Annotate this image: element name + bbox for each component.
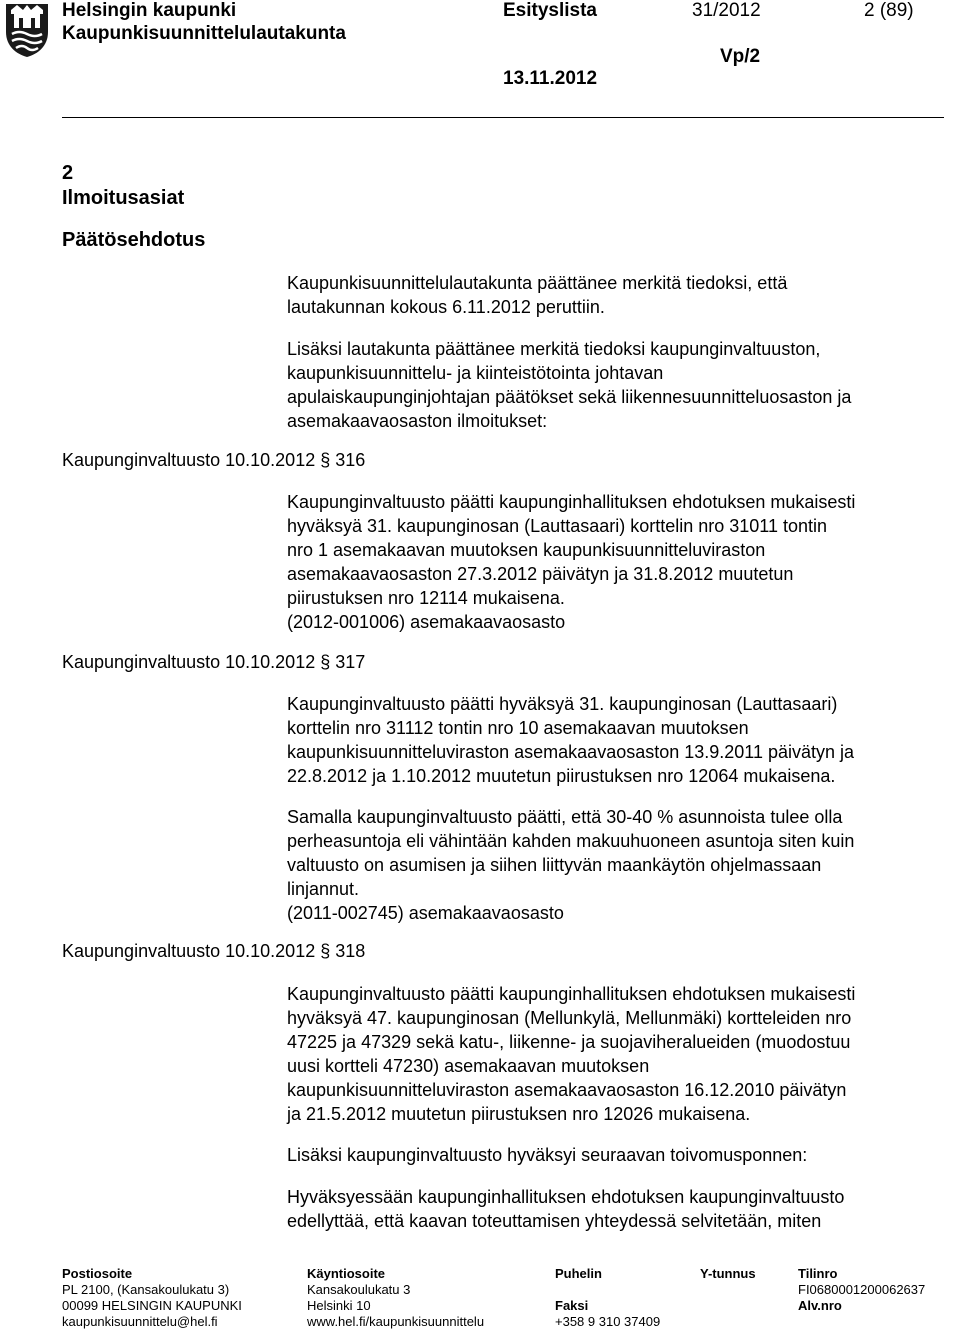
text-line: apulaiskaupunginjohtajan päätökset sekä liikennesuunnitteluosaston ja xyxy=(287,387,852,407)
text-line: hyväksyä 31. kaupunginosan (Lauttasaari) korttelin nro 31011 tontin xyxy=(287,516,828,536)
section-number: 2 xyxy=(62,162,74,184)
text-line: Lisäksi lautakunta päättänee merkitä tiedoksi kaupunginvaltuuston, xyxy=(287,339,821,359)
text-line: hyväksyä 47. kaupunginosan (Mellunkylä, Mellunmäki) kortteleiden nro xyxy=(287,1008,852,1028)
text-line: lautakunnan kokous 6.11.2012 peruttiin. xyxy=(287,297,605,317)
proposal-heading: Päätösehdotus xyxy=(62,229,206,251)
text-line: Kaupunginvaltuusto päätti hyväksyä 31. kaupunginosan (Lauttasaari) xyxy=(287,694,838,714)
footer-alv-label: Alv.nro xyxy=(798,1298,842,1313)
text-line: Kaupunginvaltuusto päätti kaupunginhallituksen ehdotuksen mukaisesti xyxy=(287,492,856,512)
text-line: edellyttää, että kaavan toteuttamisen yhteydessä selvitetään, miten xyxy=(287,1211,822,1231)
header-board: Kaupunkisuunnittelulautakunta xyxy=(62,23,346,44)
text-line: 47225 ja 47329 sekä katu-, liikenne- ja suojaviheralueiden (muodostuu xyxy=(287,1032,851,1052)
text-line: Hyväksyessään kaupunginhallituksen ehdotuksen kaupunginvaltuusto xyxy=(287,1187,845,1207)
text-line: kaupunkisuunnitteluviraston asemakaavaosaston 13.9.2011 päivätyn ja xyxy=(287,742,855,762)
paragraph-318-decision xyxy=(287,982,947,1126)
text-line: asemakaavaosaston ilmoitukset: xyxy=(287,411,548,431)
text-line: valtuusto on asumisen ja siihen liittyvän maankäytön ohjelmassaan xyxy=(287,855,822,875)
paragraph-317-housing xyxy=(287,805,947,925)
text-line: Samalla kaupunginvaltuusto päätti, että 30-40 % asunnoista tulee olla xyxy=(287,807,843,827)
header-doc-type: Esityslista xyxy=(503,0,597,21)
text-line: ja 21.5.2012 muutetun piirustuksen nro 12026 mukaisena. xyxy=(287,1104,751,1124)
footer-postal-2: 00099 HELSINGIN KAUPUNKI xyxy=(62,1298,242,1313)
text-line: (2012-001006) asemakaavaosasto xyxy=(287,612,566,632)
text-line: Kaupunginvaltuusto päätti kaupunginhallituksen ehdotuksen mukaisesti xyxy=(287,984,856,1004)
helsinki-crest-icon xyxy=(4,2,50,58)
paragraph-318-statement xyxy=(287,1185,947,1233)
text-line: linjannut. xyxy=(287,879,360,899)
paragraph-318-motion xyxy=(287,1143,947,1167)
paragraph-additional xyxy=(287,337,947,433)
footer-visit-label: Käyntiosoite xyxy=(307,1266,386,1281)
text-line: 22.8.2012 ja 1.10.2012 muutetun piirustuksen nro 12064 mukaisena. xyxy=(287,766,836,786)
paragraph-intro xyxy=(287,271,947,319)
footer-postal-label: Postiosoite xyxy=(62,1266,133,1281)
footer-ytunnus-label: Y-tunnus xyxy=(700,1266,756,1281)
text-line: kaupunkisuunnittelu- ja kiinteistötointa johtavan xyxy=(287,363,664,383)
footer-visit-1: Kansakoulukatu 3 xyxy=(307,1282,411,1297)
text-line: Lisäksi kaupunginvaltuusto hyväksyi seuraavan toivomusponnen: xyxy=(287,1145,808,1165)
footer-fax: +358 9 310 37409 xyxy=(555,1314,661,1329)
footer-tilinro-label: Tilinro xyxy=(798,1266,838,1281)
header-date: 13.11.2012 xyxy=(503,68,598,89)
footer-fax-label: Faksi xyxy=(555,1298,589,1313)
header-rule xyxy=(62,117,944,118)
side-label-316: Kaupunginvaltuusto 10.10.2012 § 316 xyxy=(62,450,366,470)
side-label-318: Kaupunginvaltuusto 10.10.2012 § 318 xyxy=(62,941,366,961)
text-line: (2011-002745) asemakaavaosasto xyxy=(287,903,564,923)
section-title: Ilmoitusasiat xyxy=(62,187,185,209)
text-line: korttelin nro 31112 tontin nro 10 asemakaavan muutoksen xyxy=(287,718,749,738)
text-line: asemakaavaosaston 27.3.2012 päivätyn ja 31.8.2012 muutetun xyxy=(287,564,794,584)
paragraph-316 xyxy=(287,490,947,634)
text-line: nro 1 asemakaavan muutoksen kaupunkisuunnitteluviraston xyxy=(287,540,766,560)
header-number: 31/2012 xyxy=(692,0,761,21)
paragraph-317-decision xyxy=(287,692,947,788)
footer-tilinro: FI0680001200062637 xyxy=(798,1282,926,1297)
text-line: perheasuntoja eli vähintään kahden makuuhuoneen asuntoja siten kuin xyxy=(287,831,855,851)
text-line: Kaupunkisuunnittelulautakunta päättänee merkitä tiedoksi, että xyxy=(287,273,788,293)
text-line: uusi kortteli 47230) asemakaavan muutoksen xyxy=(287,1056,650,1076)
side-label-317: Kaupunginvaltuusto 10.10.2012 § 317 xyxy=(62,652,366,672)
header-section: Vp/2 xyxy=(720,46,761,67)
footer-phone-label: Puhelin xyxy=(555,1266,602,1281)
footer-visit-2: Helsinki 10 xyxy=(307,1298,371,1313)
header-org: Helsingin kaupunki xyxy=(62,0,237,21)
footer-postal-1: PL 2100, (Kansakoulukatu 3) xyxy=(62,1282,230,1297)
footer-web[interactable]: www.hel.fi/kaupunkisuunnittelu xyxy=(307,1314,485,1329)
text-line: kaupunkisuunnitteluviraston asemakaavaosaston 16.12.2010 päivätyn xyxy=(287,1080,847,1100)
footer-email[interactable]: kaupunkisuunnittelu@hel.fi xyxy=(62,1314,218,1329)
header-page: 2 (89) xyxy=(864,0,914,21)
text-line: piirustuksen nro 12114 mukaisena. xyxy=(287,588,565,608)
